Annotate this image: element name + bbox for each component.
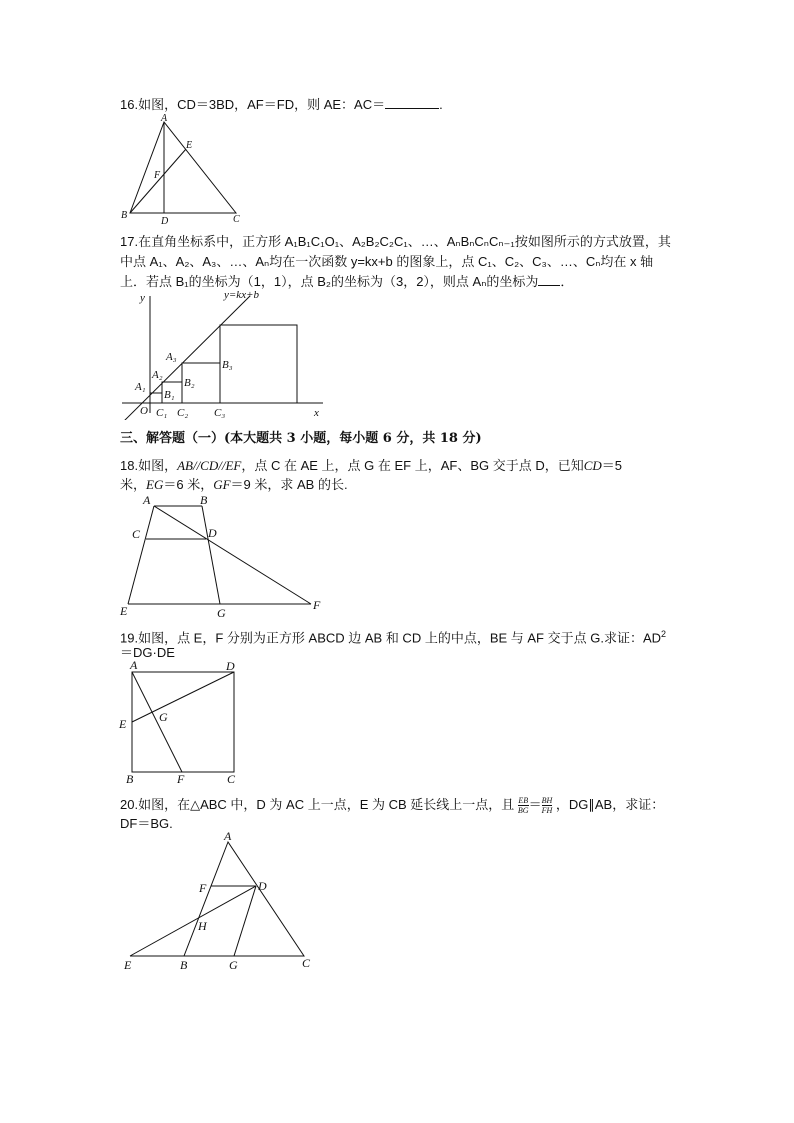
q18-line2: 米，EG＝6 米，GF＝9 米，求 AB 的长. <box>120 477 348 492</box>
triangle-abc <box>130 122 236 213</box>
label-g: G <box>217 606 226 618</box>
q16-figure <box>118 114 248 226</box>
label-func: y=kx+b <box>224 289 259 301</box>
square-1 <box>150 393 162 403</box>
label-e: E <box>186 140 193 151</box>
q17-line3: 上．若点 B₁的坐标为（1，1），点 B₂的坐标为（3，2），则点 Aₙ的坐标为 ． <box>120 274 574 289</box>
label-h: H <box>198 919 207 933</box>
q18-line1: 18.如图，AB//CD//EF，点 C 在 AE 上，点 G 在 EF 上，AF、BG 交于点 D，已知CD＝5 <box>120 458 623 473</box>
label-a: A <box>143 493 151 507</box>
label-e: E <box>119 717 127 731</box>
label-c: C <box>302 956 311 970</box>
q19-figure <box>116 658 246 786</box>
label-b: B <box>121 210 128 221</box>
label-e: E <box>120 604 128 618</box>
q20-figure <box>118 830 323 975</box>
label-c3: C₃ <box>214 407 226 419</box>
label-b1: B₁ <box>164 389 175 401</box>
label-a2: A₂ <box>152 369 163 381</box>
label-a: A <box>130 658 138 672</box>
segment-af <box>154 506 311 604</box>
label-f: F <box>199 881 207 895</box>
label-a: A <box>224 830 232 843</box>
label-c1: C₁ <box>156 407 168 419</box>
label-c2: C₂ <box>177 407 189 419</box>
q16-text: 16.如图，CD＝3BD，AF＝FD，则 AE：AC＝ . <box>120 97 443 112</box>
label-f: F <box>154 170 161 181</box>
label-f: F <box>313 598 321 612</box>
label-b2: B₂ <box>184 377 195 389</box>
section-heading: 三、解答题（一）(本大题共 3 小题，每小题 6 分，共 18 分) <box>120 431 482 446</box>
label-b3: B₃ <box>222 359 233 371</box>
q17-line1: 17.在直角坐标系中，正方形 A₁B₁C₁O₁、A₂B₂C₂C₁、…、AₙBₙCₙCₙ₋₁按如图所示的方式放置，其 <box>120 234 671 249</box>
label-b: B <box>126 772 134 786</box>
q19-line1: 19.如图，点 E，F 分别为正方形 ABCD 边 AB 和 CD 上的中点，BE 与 AF 交于点 G.求证：$AD^2$ <box>120 629 667 646</box>
q20-line2: DF＝BG. <box>120 816 173 831</box>
label-c: C <box>132 527 141 541</box>
segment-ed <box>132 672 234 722</box>
label-o: O <box>140 405 148 417</box>
segment-bg <box>202 506 220 604</box>
segment-be <box>130 149 186 213</box>
segment-ae <box>128 506 154 604</box>
fraction-bh-fh: $\frac{BH}{FH}$ <box>541 796 553 815</box>
triangle-abc <box>184 842 304 956</box>
label-c: C <box>227 772 236 786</box>
label-f: F <box>177 772 185 786</box>
q18-figure <box>116 490 331 618</box>
q20-line1: 20.如图，在△ABC 中，D 为 AC 上一点，E 为 CB 延长线上一点，且 $\frac{EB}{BG}$ ＝ $\frac{BH}{FH}$ ，DG∥AB，求证： <box>120 796 665 815</box>
fraction-eb-bg: $\frac{EB}{BG}$ <box>517 796 529 815</box>
label-b: B <box>180 958 188 972</box>
q17-figure <box>118 288 328 420</box>
label-d: D <box>161 216 169 226</box>
label-d: D <box>208 526 217 540</box>
answer-blank[interactable] <box>385 96 439 109</box>
label-x: x <box>314 407 319 419</box>
answer-blank[interactable] <box>538 273 560 286</box>
label-d: D <box>226 659 235 673</box>
label-g: G <box>229 958 238 972</box>
label-a3: A₃ <box>166 351 177 363</box>
label-b: B <box>200 493 208 507</box>
label-c: C <box>233 214 240 225</box>
label-y: y <box>140 292 145 304</box>
function-line <box>120 296 250 420</box>
label-d: D <box>258 879 267 893</box>
segment-af <box>132 672 182 772</box>
q19-line2: ＝DG·DE <box>120 645 175 660</box>
label-a: A <box>161 114 168 124</box>
label-a1: A₁ <box>135 381 146 393</box>
label-e: E <box>124 958 132 972</box>
label-g: G <box>159 710 168 724</box>
square-abcd <box>132 672 234 772</box>
q17-line2: 中点 A₁、A₂、A₃、…、Aₙ均在一次函数 y=kx+b 的图象上，点 C₁、C₂、C₃、…、Cₙ均在 x 轴 <box>120 254 654 269</box>
